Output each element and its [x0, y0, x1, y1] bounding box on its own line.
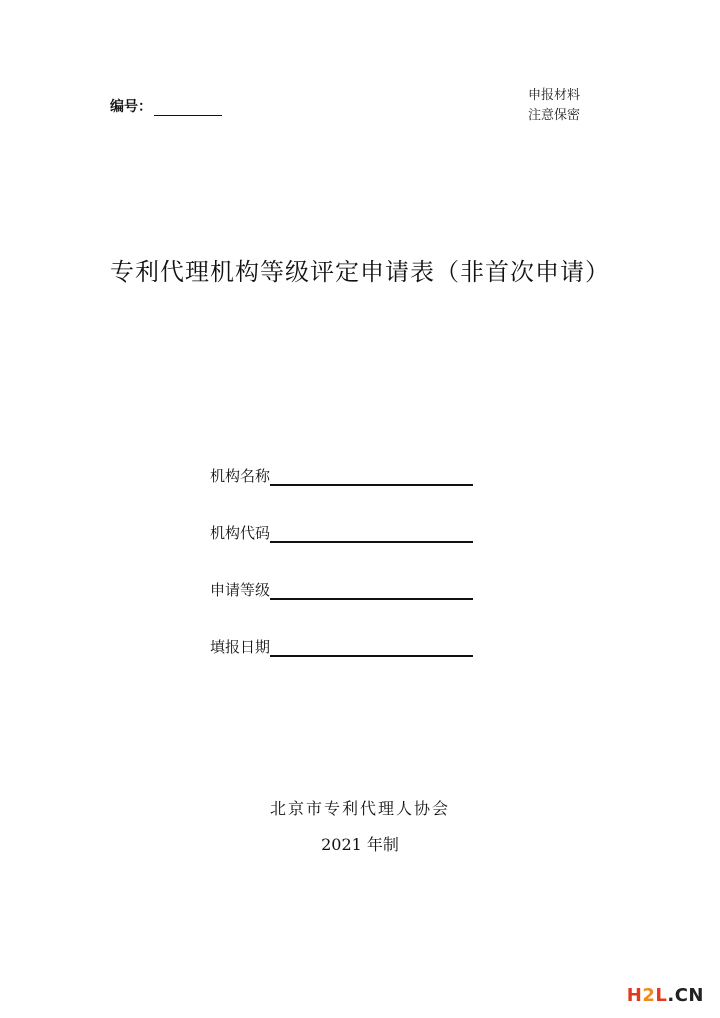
field-label: 申请等级	[210, 581, 271, 599]
watermark-glyph: C	[674, 985, 689, 1006]
watermark-glyph: H	[626, 985, 643, 1006]
issue-year: 2021 年制	[321, 835, 399, 854]
field-fill-date	[210, 635, 473, 657]
issuing-organization: 北京市专利代理人协会	[269, 799, 450, 818]
field-label: 机构代码	[210, 524, 271, 542]
org-code-blank[interactable]	[270, 523, 473, 543]
watermark-glyph: L	[655, 985, 668, 1006]
fill-date-blank[interactable]	[270, 637, 473, 657]
field-apply-level	[210, 578, 473, 600]
watermark-logo	[627, 985, 704, 1006]
serial-number-blank[interactable]	[154, 99, 222, 116]
confidential-line-1: 申报材料	[528, 88, 581, 103]
form-fields	[210, 464, 473, 692]
field-org-name	[210, 464, 473, 486]
field-label: 机构名称	[210, 467, 271, 485]
org-name-blank[interactable]	[270, 466, 473, 486]
field-label: 填报日期	[210, 638, 271, 656]
watermark-glyph: .	[667, 985, 675, 1006]
field-org-code	[210, 521, 473, 543]
serial-number-label: 编号：	[110, 99, 152, 115]
apply-level-blank[interactable]	[270, 580, 473, 600]
watermark-glyph: N	[688, 985, 704, 1006]
confidential-line-2: 注意保密	[528, 108, 581, 123]
watermark-glyph: 2	[642, 985, 656, 1006]
confidential-notice	[528, 86, 580, 126]
document-title: 专利代理机构等级评定申请表（非首次申请）	[110, 258, 610, 286]
serial-number	[110, 96, 222, 116]
